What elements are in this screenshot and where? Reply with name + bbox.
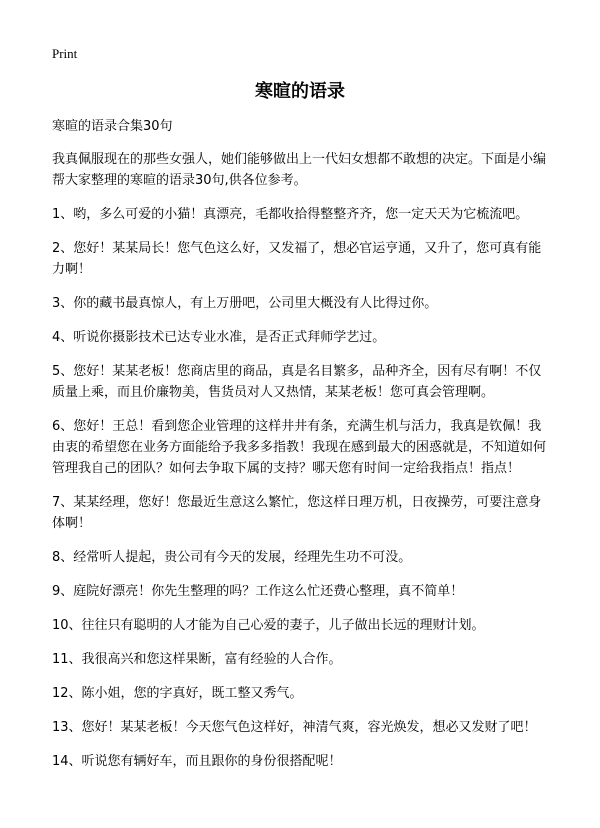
quote-item-8: 8、经常听人提起，贵公司有今天的发展，经理先生功不可没。 (52, 550, 412, 565)
quote-item-5: 5、您好！某某老板！您商店里的商品，真是名目繁多，品种齐全，因有尽有啊！不仅质量上乘，而且价廉物美，售货员对人又热情，某某老板！您可真会管理啊。 (52, 364, 542, 400)
quote-item-6: 6、您好！王总！看到您企业管理的这样井井有条，充满生机与活力，我真是钦佩！我由衷的希望您在业务方面能给予我多多指教！我现在感到最大的困惑就是，不知道如何管理我自己的团队？如何去争取下属的支持？哪天您有时间一定给我指点！指点！ (52, 419, 547, 476)
article-subtitle: 寒暄的语录合集30句 (52, 119, 173, 134)
quote-item-13: 13、您好！某某老板！今天您气色这样好，神清气爽，容光焕发，想必又发财了吧！ (52, 720, 537, 735)
quote-item-2: 2、您好！某某局长！您气色这么好，又发福了，想必官运亨通，又升了，您可真有能力啊！ (52, 241, 542, 277)
article-body (52, 149, 550, 785)
article-title: 寒暄的语录 (255, 81, 345, 102)
quote-item-1: 1、哟，多么可爱的小猫！真漂亮，毛都收拾得整整齐齐，您一定天天为它梳流吧。 (52, 207, 529, 222)
quote-item-10: 10、往往只有聪明的人才能为自己心爱的妻子，儿子做出长远的理财计划。 (52, 618, 485, 633)
quote-item-7: 7、某某经理，您好！您最近生意这么繁忙，您这样日理万机，日夜操劳，可要注意身体啊！ (52, 495, 542, 531)
quote-item-3: 3、你的藏书最真惊人，有上万册吧，公司里大概没有人比得过你。 (52, 296, 438, 311)
quote-item-11: 11、我很高兴和您这样果断，富有经验的人合作。 (52, 652, 342, 667)
article-intro: 我真佩服现在的那些女强人，她们能够做出上一代妇女想都不敢想的决定。下面是小编帮大家整理的寒暄的语录30句,供各位参考。 (52, 152, 547, 188)
quote-item-12: 12、陈小姐，您的字真好，既工整又秀气。 (52, 686, 303, 701)
quote-item-14: 14、听说您有辆好车，而且跟你的身份很搭配呢！ (52, 754, 342, 769)
print-link[interactable]: Print (52, 46, 78, 61)
quote-item-9: 9、庭院好漂亮！你先生整理的吗？工作这么忙还费心整理，真不简单！ (52, 584, 464, 599)
quote-item-4: 4、听说你摄影技术已达专业水准，是否正式拜师学艺过。 (52, 330, 386, 345)
